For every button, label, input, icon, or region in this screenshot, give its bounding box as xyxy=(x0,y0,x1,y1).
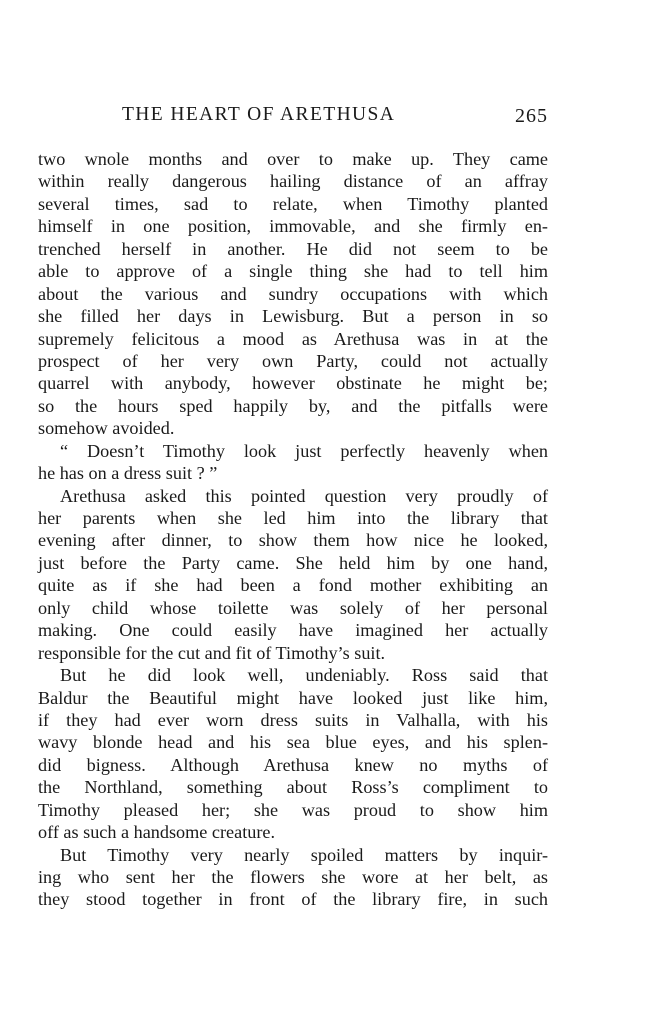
text-line: off as such a handsome creature. xyxy=(38,822,276,843)
text-line: making. One could easily have imagined her actually xyxy=(38,620,548,641)
text-line: But he did look well, undeniably. Ross said that xyxy=(60,665,548,686)
text-line: quite as if she had been a fond mother exhibiting an xyxy=(38,575,548,596)
text-line: able to approve of a single thing she had to tell him xyxy=(38,261,548,282)
text-line: within really dangerous hailing distance of an affray xyxy=(38,171,548,192)
text-line: only child whose toilette was solely of her personal xyxy=(38,597,548,618)
text-line: about the various and sundry occupations with which xyxy=(38,283,548,304)
text-line: her parents when she led him into the library that xyxy=(38,508,548,528)
text-line: she filled her days in Lewisburg. But a person in so xyxy=(38,306,548,327)
running-title: THE HEART OF ARETHUSA xyxy=(122,104,396,125)
running-head xyxy=(38,104,548,134)
text-line: he has on a dress suit ? ” xyxy=(38,463,218,484)
text-line: just before the Party came. She held him by one hand, xyxy=(38,552,548,573)
text-line: supremely felicitous a mood as Arethusa was in at the xyxy=(38,328,548,349)
text-line: ing who sent her the flowers she wore at her belt, as xyxy=(38,867,548,887)
text-line: Timothy pleased her; she was proud to show him xyxy=(38,799,548,820)
text-line: two wnole months and over to make up. They came xyxy=(38,149,548,169)
text-line: so the hours sped happily by, and the pitfalls were xyxy=(38,395,548,416)
text-line: prospect of her very own Party, could not actually xyxy=(38,350,548,371)
text-line: the Northland, something about Ross’s compliment to xyxy=(38,777,548,798)
text-line: evening after dinner, to show them how nice he looked, xyxy=(38,530,548,551)
text-line: trenched herself in another. He did not seem to be xyxy=(38,238,548,259)
text-line: Arethusa asked this pointed question very proudly of xyxy=(60,485,548,506)
page-number: 265 xyxy=(515,105,548,127)
text-line: himself in one position, immovable, and she firmly en- xyxy=(38,216,548,237)
text-line: Baldur the Beautiful might have looked just like him, xyxy=(38,687,548,708)
text-line: quarrel with anybody, however obstinate he might be; xyxy=(38,373,548,394)
text-line: But Timothy very nearly spoiled matters by inquir- xyxy=(60,844,548,865)
text-line: responsible for the cut and fit of Timothy’s suit. xyxy=(38,642,386,663)
text-line: if they had ever worn dress suits in Valhalla, with his xyxy=(38,709,548,730)
text-line: wavy blonde head and his sea blue eyes, and his splen- xyxy=(38,732,548,753)
text-line: “ Doesn’t Timothy look just perfectly heavenly when xyxy=(60,440,548,461)
text-line: did bigness. Although Arethusa knew no myths of xyxy=(38,754,548,775)
text-line: several times, sad to relate, when Timothy planted xyxy=(38,193,548,214)
body-text xyxy=(38,148,548,911)
text-line: somehow avoided. xyxy=(38,418,175,439)
text-line: they stood together in front of the library fire, in such xyxy=(38,889,548,910)
